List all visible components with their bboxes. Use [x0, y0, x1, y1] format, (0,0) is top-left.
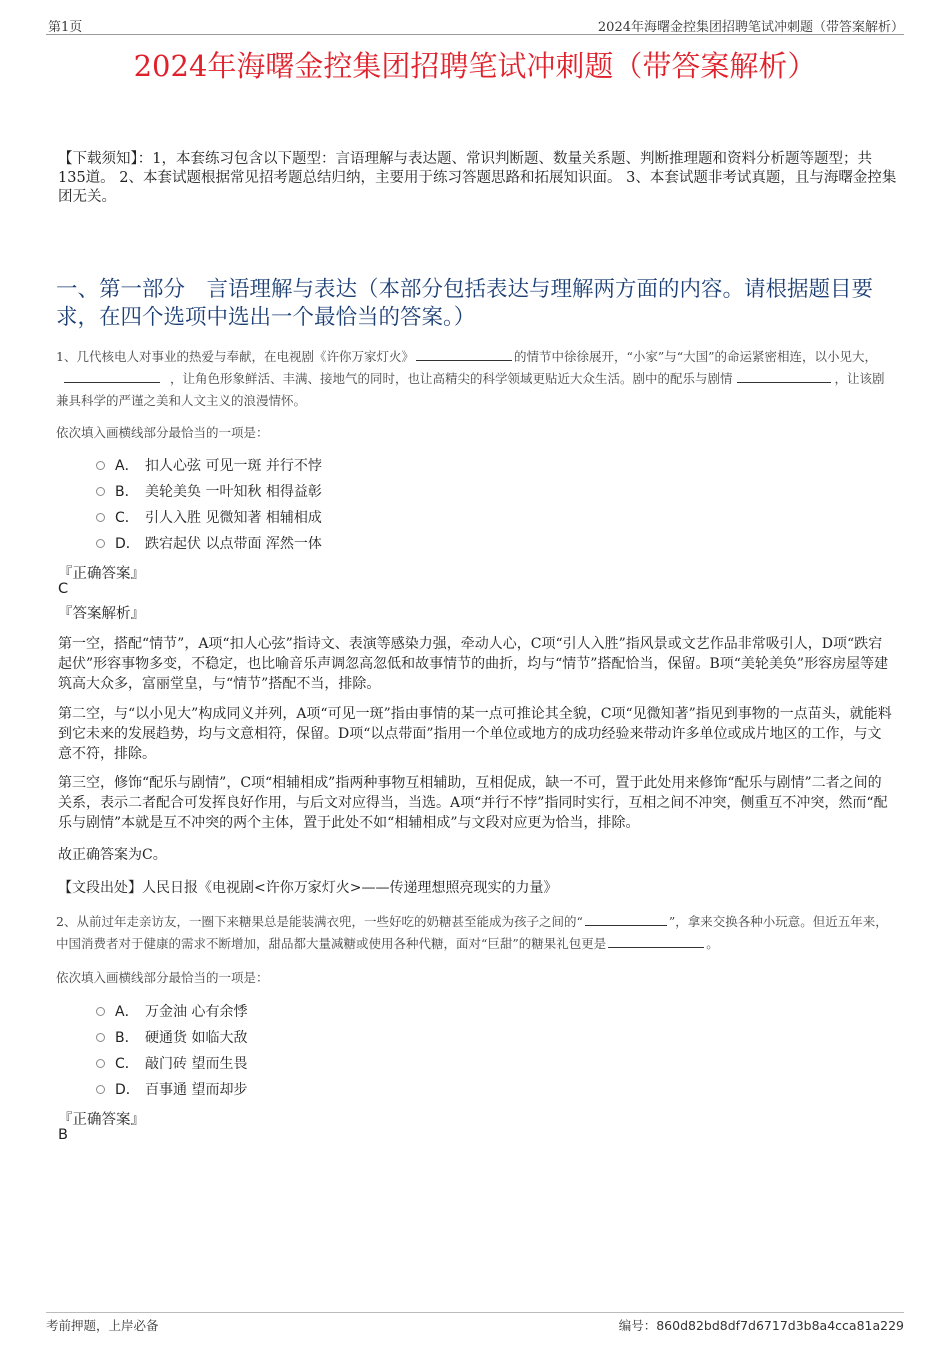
- option-letter: B．: [115, 484, 139, 500]
- option-text: 万金油 心有余悸: [145, 1004, 248, 1020]
- q1-option-a[interactable]: [96, 456, 322, 476]
- radio-icon[interactable]: [96, 1059, 105, 1068]
- footer-slogan: 考前押题，上岸必备: [46, 1318, 159, 1333]
- q1-analysis-paragraph: 第三空，修饰“配乐与剧情”，C项“相辅相成”指两种事物互相辅助，互相促成，缺一不可，置于此处用来修饰“配乐与剧情”二者之间的关系，表示二者配合可发挥良好作用，与后文对应得当，当选。A项“并行不悖”指同时实行，互相之间不冲突，侧重互不冲突，然而“配乐与剧情”本就是互不冲突的两个主体，置于此处不如“相辅相成”与文段对应更为恰当，排除。: [58, 775, 888, 831]
- option-text: 硬通货 如临大敌: [145, 1030, 248, 1046]
- q2-answer-label: 『正确答案』: [58, 1112, 145, 1128]
- q2-part-3: 。: [706, 936, 719, 951]
- option-letter: A．: [115, 1004, 139, 1020]
- q1-analysis-paragraph: 故正确答案为C。: [58, 847, 167, 863]
- q1-source: 【文段出处】人民日报《电视剧<许你万家灯火>——传递理想照亮现实的力量》: [58, 880, 558, 896]
- radio-icon[interactable]: [96, 461, 105, 470]
- option-letter: B．: [115, 1030, 139, 1046]
- option-letter: D．: [115, 536, 140, 552]
- page-title: 2024年海曙金控集团招聘笔试冲刺题（带答案解析）: [133, 49, 817, 83]
- radio-icon[interactable]: [96, 1033, 105, 1042]
- radio-icon[interactable]: [96, 1007, 105, 1016]
- q1-part-3: ，让角色形象鲜活、丰满、接地气的同时，也让高精尖的科学领域更贴近大众生活。剧中的配乐与剧情: [170, 371, 733, 386]
- section-title: 一、第一部分 言语理解与表达（本部分包括表达与理解两方面的内容。请根据题目要求，在四个选项中选出一个最恰当的答案。）: [56, 277, 874, 330]
- option-letter: A．: [115, 458, 139, 474]
- header-doc-title: 2024年海曙金控集团招聘笔试冲刺题（带答案解析）: [597, 20, 904, 35]
- q2-blank-1: [585, 911, 667, 926]
- q1-option-c[interactable]: [96, 508, 322, 528]
- q1-part-1: 1、几代核电人对事业的热爱与奉献，在电视剧《许你万家灯火》: [56, 349, 414, 364]
- q2-option-d[interactable]: [96, 1080, 247, 1100]
- q2-option-c[interactable]: [96, 1054, 247, 1074]
- footer-code-label: 编号：: [618, 1318, 657, 1333]
- q2-prompt: 依次填入画横线部分最恰当的一项是：: [56, 970, 269, 985]
- q1-answer: C: [58, 581, 69, 597]
- option-text: 百事通 望而却步: [145, 1082, 248, 1098]
- footer-code: [619, 1316, 904, 1334]
- option-text: 引人入胜 见微知著 相辅相成: [145, 510, 322, 526]
- option-letter: D．: [115, 1082, 140, 1098]
- q2-option-b[interactable]: [96, 1028, 247, 1048]
- option-text: 敲门砖 望而生畏: [145, 1056, 248, 1072]
- q1-blank-3: [737, 368, 831, 383]
- radio-icon[interactable]: [96, 539, 105, 548]
- q1-analysis-paragraph: 第二空，与“以小见大”构成同义并列，A项“可见一斑”指由事情的某一点可推论其全貌，C项“见微知著”指见到事物的一点苗头，就能料到它未来的发展趋势，均与文意相符，保留。D项“以点带面”指用一个单位或地方的成功经验来带动许多单位或成片地区的工作，与文意不符，排除。: [58, 706, 892, 762]
- radio-icon[interactable]: [96, 1085, 105, 1094]
- q1-prompt: 依次填入画横线部分最恰当的一项是：: [56, 425, 269, 440]
- q1-blank-2: [64, 368, 160, 383]
- q2-option-a[interactable]: [96, 1002, 247, 1022]
- radio-icon[interactable]: [96, 513, 105, 522]
- option-letter: C．: [115, 510, 139, 526]
- q2-part-1: 2、从前过年走亲访友，一圈下来糖果总是能装满衣兜，一些好吃的奶糖甚至能成为孩子之间的“: [56, 914, 583, 929]
- radio-icon[interactable]: [96, 487, 105, 496]
- q1-option-d[interactable]: [96, 534, 322, 554]
- download-notice: 【下载须知】：1，本套练习包含以下题型：言语理解与表达题、常识判断题、数量关系题、判断推理题和资料分析题等题型；共135道。 2、本套试题根据常见招考题总结归纳，主要用于练习答题思路和拓展知识面。 3、本套试题非考试真题，且与海曙金控集团无关。: [58, 151, 897, 205]
- option-text: 扣人心弦 可见一斑 并行不悖: [145, 458, 322, 474]
- option-letter: C．: [115, 1056, 139, 1072]
- q2-blank-2: [608, 933, 704, 948]
- q1-blank-1: [416, 346, 512, 361]
- question-1-text: [56, 346, 896, 412]
- footer-code-value: 860d82bd8df7d6717d3b8a4cca81a229: [656, 1318, 904, 1333]
- option-text: 美轮美奂 一叶知秋 相得益彰: [145, 484, 322, 500]
- footer-divider: [46, 1312, 904, 1313]
- q1-part-2: 的情节中徐徐展开，“小家”与“大国”的命运紧密相连，以小见大，: [513, 349, 878, 364]
- q2-part-2: ”，拿来交换各种小玩意。但近五年来，中国消费者对于健康的需求不断增加，甜品都大量减糖或使用各种代糖，面对“巨甜”的糖果礼包更是: [56, 914, 888, 951]
- q2-answer: B: [58, 1127, 68, 1143]
- q1-analysis-paragraph: 第一空，搭配“情节”，A项“扣人心弦”指诗文、表演等感染力强，牵动人心，C项“引人入胜”指风景或文艺作品非常吸引人，D项“跌宕起伏”形容事物多变，不稳定，也比喻音乐声调忽高忽低和故事情节的曲折，均与“情节”搭配恰当，保留。B项“美轮美奂”形容房屋等建筑高大众多，富丽堂皇，与“情节”搭配不当，排除。: [58, 636, 889, 692]
- q1-analysis-label: 『答案解析』: [58, 606, 145, 622]
- q1-part-4: ，让该剧兼具科学的严谨之美和人文主义的浪漫情怀。: [56, 371, 885, 408]
- header-divider: [46, 34, 904, 35]
- option-text: 跌宕起伏 以点带面 浑然一体: [145, 536, 322, 552]
- q1-option-b[interactable]: [96, 482, 322, 502]
- page-number: 第1页: [48, 20, 83, 35]
- question-2-text: [56, 911, 896, 955]
- q1-answer-label: 『正确答案』: [58, 566, 145, 582]
